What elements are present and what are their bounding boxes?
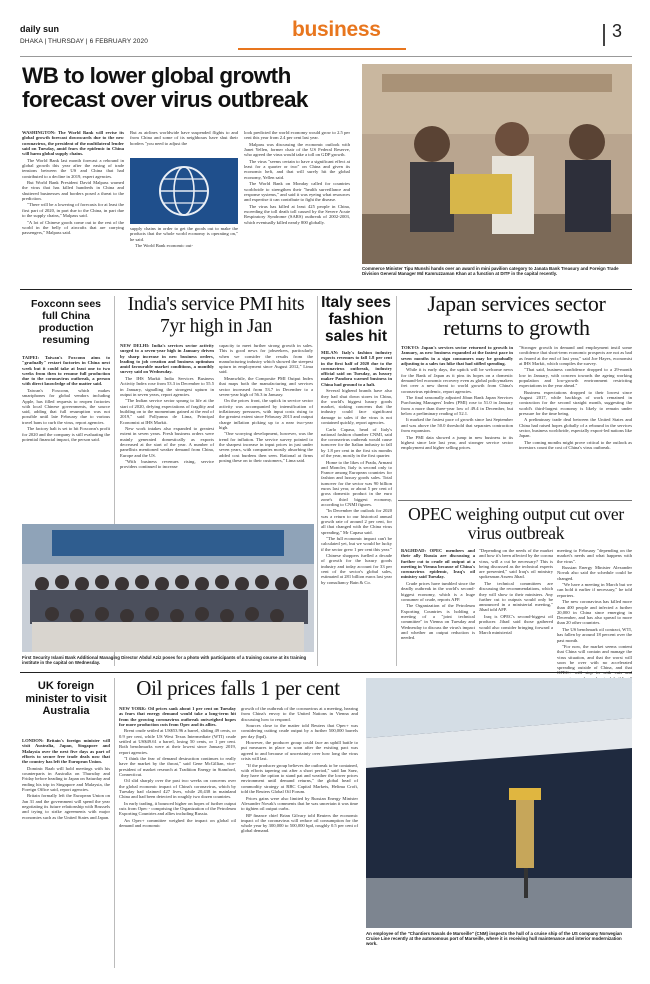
foxconn-body	[22, 355, 110, 543]
opec-para: "Depending on the needs of the market and how it's been affected by the corona virus, will a cut be necessary? This is being discussed as the technical experts are presented," said Iraq's oil ministry spokesman Assem Jihad.	[479, 548, 553, 580]
foxconn-headline: Foxconn sees full China production resuming	[30, 298, 102, 346]
training-photo-caption: First Security Islami Bank Additional Managing Director Abdul Aziz poses for a photo with participants of a training course at its training institute in the capital on Wednesday.	[22, 655, 307, 666]
opec-col1	[401, 548, 475, 670]
worldbank-para: The World Bank last month forecast a rebound in global growth this year after the easing of trade tensions between the US and China that had contributed to a decline in 2019, expert agencies.	[22, 157, 124, 179]
italy-para: "In December the outlook for 2020 was a return to our historical annual growth rate of around 2 per cent, for all that changed with the China virus spreading," Mr Capasa said.	[321, 508, 392, 535]
japan-para: The coming months might prove critical to the outlook as investors count the cost of China's virus outbreak.	[519, 439, 632, 451]
oil-para: NEW YORK: Oil prices sank about 1 per cent on Tuesday as fears that energy demand would take a long-term hit from the growing coronavirus outbreak outweighed hopes for more production cuts from Opec and its allies.	[119, 706, 236, 727]
section-label: business	[292, 18, 381, 41]
worldbank-col2	[130, 130, 238, 158]
pmi-para: "The Indian service sector sprang to life at the start of 2020, defying expectations of fragility and building on to the momentum gained at the end of 2019," said Pollyanna de Lima, Principal Economist at IHS Markit.	[120, 398, 214, 425]
paper-name: daily sun	[20, 24, 60, 34]
award-photo-caption: Commerce Minister Tipu Munshi hands over an award in mini pavilion category to Janata Bank Treasury and Foreign Trade Division General Manager Md Kamruzzaman Khan at a function at DITF in the capital recently.	[362, 266, 619, 277]
italy-para: "The full economic impact can't be calculated yet, but we would be lucky if the sector grew 1 per cent this year."	[321, 536, 392, 552]
foxconn-para: Taiwan's Foxconn, which makes smartphones for global vendors including Apple, has filled requests to reopen factories with local Chinese governments, the source said, adding that full resumption was not possible until late February due to various travel bans to curb the virus, report agencies.	[22, 387, 110, 425]
japan-para: Business expectations dropped to their lowest since August 2017, while backlogs of work remained in contraction for the second straight month, suggesting the world's third-largest economy is likely to remain under pressure for the time being.	[519, 389, 632, 416]
opec-para: The new coronavirus has killed more than 400 people and infected a further 20,000 in China since emerging in December, and has also spread to more than 20 other countries.	[557, 599, 632, 626]
rule-1	[20, 289, 632, 290]
pmi-col1	[120, 343, 214, 519]
italy-para: Several highend brands have also they had shut down stores in China, the world's biggest luxury goods market, stoking concerns that the industry could face significant damage to sales if the virus is not contained quickly, report agencies.	[321, 388, 392, 426]
worldbank-para: But World Bank President David Malpass warned the virus that has killed hundreds in China and shuttered businesses and borders posed a threat to the prediction.	[22, 180, 124, 201]
oil-headline: Oil prices falls 1 per cent	[136, 676, 340, 700]
italy-headline: Italy sees fashion sales hit	[321, 294, 391, 345]
italy-para: MILAN: Italy's fashion industry expects revenues to fall 1.8 per cent in the first half of 2020 due to the coronavirus outbreak, industry official said on Tuesday, as luxury maker Pandora warned business in China had ground to a halt.	[321, 350, 392, 387]
page-number: 3	[612, 21, 623, 41]
dateline: DHAKA | THURSDAY | 6 FEBRUARY 2020	[20, 38, 148, 45]
japan-para: The PMI data showed a jump in new business to its highest since late last year, and stronger service sector employment and higher selling prices.	[401, 434, 513, 451]
italy-body	[321, 350, 392, 668]
japan-headline: Japan services sector returns to growth	[427, 291, 606, 340]
section-underline	[238, 48, 406, 50]
pmi-para: "With business revenues rising, service providers continued to increase	[120, 458, 214, 470]
pmi-headline: India's service PMI hits 7yr high in Jan	[127, 294, 305, 337]
foxconn-para: TAIPEI: Taiwan's Foxconn aims to "gradually" restart factories in China next week but it could take at least one to two weeks from then to resume full production due to the coronavirus outbreak, a person with direct knowledge of the matter said.	[22, 355, 110, 387]
training-group-photo	[22, 524, 314, 652]
japan-col2	[519, 345, 632, 495]
ukforeign-para: Britain formally left the European Union on Jan 31 and the government will spend the year negotiating its future relationship with Brussels and trying to strike agreements with major economies such as the United States and Japan.	[22, 793, 110, 820]
page-number-divider	[603, 24, 605, 46]
worldbank-para: WASHINGTON: The World Bank will revise its global growth forecast downwards due to the new coronavirus, the president of the multilateral lender said on Tuesday, amid fears the epidemic in China will harm global supply chains.	[22, 130, 124, 157]
worldbank-para: "A lot of Chinese goods come out to the rest of the world in the belly of aircrafts that are carrying passengers," Malpass said.	[22, 219, 124, 236]
oil-para: BP finance chief Brian Gilvary told Reuters the economic impact of the coronavirus will reduce oil consumption for the whole year by 300,000 to 500,000 bpd, roughly 0.5 per cent of global demand.	[241, 812, 358, 834]
oil-para: "I think the fear of demand destruction continues to really have the market by the throat," said Gene McGillian, vice-president of market research at Tradition Energy in Stamford, Connecticut.	[119, 756, 236, 777]
opec-para: Russian Energy Minister Alexander Novak also said the schedule could be changed.	[557, 565, 632, 581]
worldbank-para: supply chains in order to get the goods out to make the products that the whole world economy is operating on," he said.	[130, 226, 238, 242]
worldbank-para: "There will be a lowering of forecasts for at least the first part of 2020, in part due to the China, in part due to the supply chains," Malpass said.	[22, 202, 124, 219]
rule-opec	[398, 500, 632, 501]
italy-para: Carlo Capasa, head of Italy's national fashion chamber CNMI, said the coronavirus outbreak would cause turnover for the Italian industry to fall by 1.8 per cent in the first six months of the year, mostly in the first quarter.	[321, 426, 392, 459]
opec-para: "We have a meeting in March but we can hold it earlier if necessary," he told reporters.	[557, 582, 632, 598]
masthead-rule	[20, 56, 632, 57]
oil-para: Brent crude settled at US$53.96 a barrel, sliding 49 cents, or 0.9 per cent, while US West Texas Intermediate (WTI) crude settled at US$49.61 a barrel, losing 50 cents, or 1 per cent. Both benchmarks were at their lowest since January 2019, report agencies.	[119, 728, 236, 755]
pmi-para: Meanwhile, the Composite PMI Output Index that maps both the manufacturing and services sector increased from 53.7 in December to a seven-year high of 56.3 in January.	[219, 375, 313, 397]
ukforeign-para: Dominic Raab will hold meetings with his counterparts in Australia on Thursday and Friday before heading to Japan on Saturday and ending his trip in Singapore and Malaysia, the Foreign Office said, report agencies.	[22, 765, 110, 792]
worldbank-col3	[244, 130, 350, 270]
col-divider	[114, 678, 115, 968]
oil-para: growth of the outbreak of the coronavirus at a meeting, hearing from China's envoy to the United Nations in Vienna and discussing how to respond.	[241, 706, 358, 722]
worldbank-para: look predicted the world economy would grow to 2.5 per cent this year from 2.4 per cent last year.	[244, 130, 350, 141]
opec-headline: OPEC weighing output cut over virus outbreak	[408, 504, 624, 543]
pmi-para: NEW DELHI: India's services sector activity surged to a seven-year high in January driven by sharp increase in new business orders, leading to job creation and business optimism amid favourable market conditions, a monthly survey said on Wednesday.	[120, 343, 214, 375]
world-bank-logo-photo	[130, 158, 238, 224]
japan-para: "That said, business confidence dropped to a 29-month low in January, with concern towards the ageing working population and low-growth environment restricting expectations in the year ahead."	[519, 367, 632, 389]
world-bank-globe-icon	[130, 158, 238, 224]
oil-col2	[241, 706, 358, 970]
oil-para: However, the producer group could face an uphill battle to put measures in place so soon after the existing pact was agreed to and because of uncertainty over how long the virus crisis will last.	[241, 740, 358, 762]
col-divider	[396, 296, 397, 666]
oil-col1	[119, 706, 236, 970]
worldbank-col2b	[130, 226, 238, 266]
opec-para: Iraq is OPEC's second-biggest oil producer. Jihad said those gathered would also consider bringing forward a March ministerial	[479, 613, 553, 635]
oil-para: Oil slid sharply over the past two weeks on concerns over the global economic impact of China's coronavirus, which by Tuesday had claimed 427 lives, while 20,438 in mainland China and had been detected in roughly two dozen countries.	[119, 778, 236, 800]
opec-para: The technical committees are discussing the recommendations, which they will show to their ministers. Any further cut to outputs would only be announced in a ministerial meeting," Jihad told AFP.	[479, 580, 553, 613]
oil-para: In early trading, it bounced higher on hopes of further output cuts from Opec - comprising the Organization of the Petroleum Exporting Countries and allies including Russia.	[119, 800, 236, 817]
opec-col3	[557, 548, 632, 670]
pmi-col2	[219, 343, 313, 519]
worldbank-para: The virus "seems certain to have a significant effect at least for a quarter or two" on China and given its economic heft, and that will surely hit the global economy, Yellen said.	[244, 158, 350, 180]
japan-para: While it is early days, the uptick will be welcome news for the Bank of Japan as it pins its hopes on a domestic demand-led economic recovery even as global policymakers fret over a new threat to world growth from China's coronavirus epidemic, report agencies.	[401, 367, 513, 394]
pmi-para: "One worrying development, however, was the trend for inflation. The service survey pointed to the sharpest increase in input prices in just under seven years, with companies mostly absorbing the added cost burdens then seen. Rational at firms posing these on to their customers," Lima said.	[219, 431, 313, 463]
opec-para: "For now, the market seems content that China will contain and manage the virus situation, and that the worst will soon be over with no accelerated spreading outside of China, and that	[557, 643, 632, 671]
japan-para: TOKYO: Japan's services sector returned to growth in January, as new business expanded at the fastest pace in seven months in a sign consumers may be gradually adjusting to a sales tax hike that had stifled spending.	[401, 345, 513, 366]
opec-para: The US benchmark oil contract, WTI, has fallen by around 18 percent over the past month.	[557, 626, 632, 643]
japan-para: A preliminary trade deal between the United States and China had raised hopes globally of a rebound in the services sector, business worldwide, especially export-led nations like Japan.	[519, 417, 632, 439]
japan-para: The final seasonally adjusted Jibun Bank Japan Services Purchasing Managers' Index (PMI) rose to 51.0 in January from a more than three-year low of 49.4 in December, but below a preliminary reading of 52.1.	[401, 395, 513, 416]
opec-para: The Organization of the Petroleum Exporting Countries is holding a meeting of a "joint technical committee" in Vienna on Tuesday and Wednesday to discuss the virus's impact and whether an output reduction is needed.	[401, 603, 475, 641]
ukforeign-headline: UK foreign minister to visit Australia	[25, 680, 107, 717]
oil-para: Sources close to the matter told Reuters that Opec+ was considering cutting crude output by a further 500,000 barrels per day (bpd).	[241, 723, 358, 739]
worldbank-para: The World Bank on Monday called for countries worldwide to strengthen their "health surveillance and response systems," and said it was eyeing what resources and expertise it can contribute to fight the disease.	[244, 181, 350, 203]
pmi-para: On the prices front, the uptick in service sector activity was accompanied by intensification of inflationary pressures, with input costs rising to the greatest extent since February 2013 and output charge inflation picking up to a near two-year high.	[219, 398, 313, 430]
japan-col1	[401, 345, 513, 495]
worldbank-col1	[22, 130, 124, 266]
opec-col2	[479, 548, 553, 670]
worldbank-para: But as airlines worldwide have suspended flights to and from China and some of its neighbours have shut their borders "you need to adjust the	[130, 130, 238, 146]
japan-para: It marked the fastest pace of growth since last September and was above the 50.0 threshold that separates contraction from expansion.	[401, 417, 513, 434]
worldbank-para: The virus has killed at least 425 people in China, exceeding the toll death toll caused by the Severe Acute Respiratory Syndrome (SARS) outbreak of 2002-2003, which eventually killed nearly 800 globally.	[244, 203, 350, 225]
masthead	[20, 18, 632, 54]
worldbank-headline: WB to lower global growth forecast over virus outbreak	[22, 63, 308, 112]
opec-para: Crude prices have tumbled since the deadly outbreak in the world's second-biggest economy, which is a huge consumer of crude, reports AFP.	[401, 580, 475, 602]
japan-para: "Stronger growth in demand and employment instil some confidence that short-term economic prospects are not as bad as feared at the end of last year," said Joe Hayes, economist at IHS Markit, which compiles the survey.	[519, 345, 632, 366]
worldbank-para: The World Bank economic out-	[135, 243, 193, 249]
pmi-para: The IHS Markit India Services Business Activity Index rose from 53.3 in December to 55.5 in January, signalling the strongest upturn in output in seven years, report agencies.	[120, 375, 214, 397]
ukforeign-para: LONDON: Britain's foreign minister will visit Australia, Japan, Singapore and Malaysia over the next five days as part of efforts to secure free trade deals now that the country has left the European Union.	[22, 738, 110, 765]
col-divider	[317, 296, 318, 666]
oil-para: Prices gains were also limited by Russian Energy Minister Alexander Novak's comments that he was uncertain it was time to tighten oil output curbs.	[241, 795, 358, 812]
ship-photo-caption: An employee of the "Chantiers Navals de Marseille" (CNM) inspects the hull of a cruise ship of the US company Norwegian Cruise Line recently at the autonomous port of Marseille, where it is receiving hull maintenance and interior modernization work.	[366, 931, 622, 947]
ukforeign-body	[22, 738, 110, 968]
worldbank-para: Malpass was discussing the economic outlook with Janet Yellen, former chair of the US Federal Reserve, who agreed the virus would take a toll on GDP growth.	[244, 141, 350, 158]
oil-para: An Opec+ committee weighed the impact on global oil demand and economic	[119, 817, 236, 829]
opec-para: meeting to February "depending on the market's needs and what happens with the virus".	[557, 548, 632, 564]
opec-para: BAGHDAD: OPEC members and their ally Russia are discussing a further cut to crude oil output at a meeting in Vienna because of China's coronavirus epidemic, Iraq's oil ministry said Tuesday.	[401, 548, 475, 580]
award-ceremony-photo	[362, 64, 632, 264]
cruise-ship-photo	[366, 678, 632, 928]
rule-2	[20, 672, 632, 673]
italy-para: Chinese shoppers fuelled a decade of growth for the luxury goods industry and today account for 33 per cent of the sector's global sales, estimated at 281 billion euros last year by consultancy Bain & Co.	[321, 553, 392, 585]
pmi-para: New work intakes also expanded to greatest extent in seven years. Fresh business orders were mainly generated domestically as exports decreased at the start of the year. A number of panellists mentioned weaker demand from China, Europe and the US.	[120, 426, 214, 458]
italy-para: Home to the likes of Prada, Armani and Moncler, Italy is second only to France among European countries for fashion and luxury goods sales. Total turnover for the sector was 90 billion euros last year, or about 5 per cent of gross domestic product in the euro zone's third biggest economy, according to CNMI figures.	[321, 459, 392, 507]
oil-para: "If the producer group believes the outbreak to be contained, with efforts tapering out after a short period," said Ian Saez, they have the option to stand pat and weather the lower prices environment until demand returns," the global head of commodity strategy at RBC Capital Markets, Helima Croft, told the Reuters Global Oil Forum.	[241, 762, 358, 795]
pmi-para: capacity to meet further strong growth in sales. This is good news for jobseekers, particularly when we consider the results from the manufacturing industry which showed the steepest upturn in employment since August 2012," Lima said.	[219, 343, 313, 375]
foxconn-para: The factory halt is set to hit Foxconn's profit for 2020 and the company is still evaluating the potential financial impact, the person said.	[22, 426, 110, 442]
